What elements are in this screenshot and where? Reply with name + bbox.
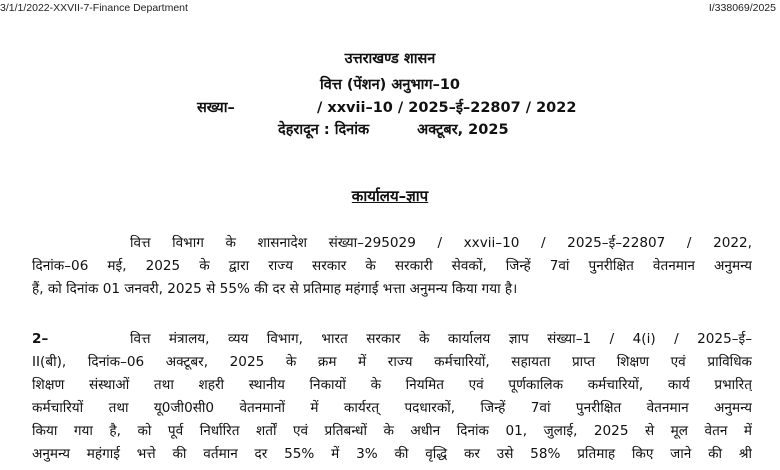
document-reference-bar bbox=[0, 2, 780, 16]
paragraph-number: 2– bbox=[32, 331, 49, 347]
place-date-line bbox=[278, 119, 780, 139]
department-heading: वित्त (पेंशन) अनुभाग–10 bbox=[320, 77, 460, 93]
paragraph-line bbox=[32, 328, 752, 351]
paragraph-1 bbox=[32, 232, 752, 301]
place-date-label: देहरादून : दिनांक bbox=[278, 122, 370, 138]
paragraph-line: II(बी), दिनांक–06 अक्टूबर, 2025 के क्रम में राज्य कर्मचारियों, सहायता प्राप्त शिक्षण एवं प्राविधिक bbox=[32, 354, 752, 370]
paragraph-line: हैं, को दिनांक 01 जनवरी, 2025 से 55% की दर से प्रतिमाह महंगाई भत्ता अनुमन्य किया गया है। bbox=[32, 281, 518, 297]
paragraph-line: कर्मचारियों तथा यू0जी0सी0 वेतनमानों में कार्यरत् पदधारकों, जिन्हें 7वां पुनरीक्षित वेतनमान अनुमन्य bbox=[32, 400, 752, 416]
paragraph-line: वित्त विभाग के शासनादेश संख्या–295029 / xxvii–10 / 2025–ई–22807 / 2022, bbox=[130, 235, 752, 251]
paragraph-line: अनुमन्य महंगाई भत्ते की वर्तमान दर 55% में 3% की वृद्धि कर उसे 58% प्रतिमाह किए जाने की श्री bbox=[32, 446, 752, 462]
paragraph-line: किया गया है, को पूर्व निर्धारित शर्तों एवं प्रतिबन्धों के अधीन दिनांक 01, जुलाई, 2025 से मूल वेतन में bbox=[32, 423, 752, 439]
government-heading: उत्तराखण्ड शासन bbox=[344, 51, 436, 67]
number-label: सख्या– bbox=[197, 100, 235, 116]
reference-number-line bbox=[197, 97, 780, 117]
paragraph-line-text: वित्त मंत्रालय, व्यय विभाग, भारत सरकार के कार्यालय ज्ञाप संख्या–1 / 4(i) / 2025–ई– bbox=[130, 331, 752, 347]
paragraph-2 bbox=[32, 328, 752, 466]
file-reference: 3/1/1/2022-XXVII-7-Finance Department bbox=[0, 2, 188, 14]
document-id: I/338069/2025 bbox=[708, 2, 776, 14]
paragraph-line: शिक्षण संस्थाओं तथा शहरी स्थानीय निकायों के नियमित एवं पूर्णकालिक कर्मचारियों, कार्य प्रभारित् bbox=[32, 377, 752, 393]
reference-number: / xxvii–10 / 2025–ई–22807 / 2022 bbox=[317, 100, 577, 116]
month-year: अक्टूबर, 2025 bbox=[417, 122, 509, 138]
paragraph-line: दिनांक–06 मई, 2025 के द्वारा राज्य सरकार के सरकारी सेवकों, जिन्हें 7वां पुनरीक्षित वेतनमान अनुमन्य bbox=[32, 258, 752, 274]
office-memorandum-title: कार्यालय–ज्ञाप bbox=[351, 187, 429, 205]
